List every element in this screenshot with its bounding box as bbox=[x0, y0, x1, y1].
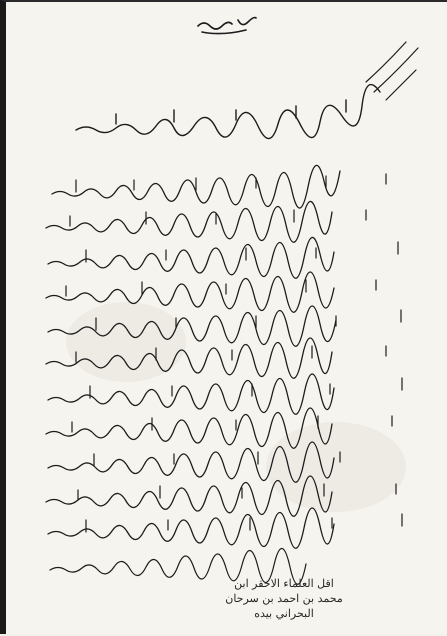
handwritten-text bbox=[6, 2, 447, 636]
signature-line-1: اقل العلماء الاحقر ابن bbox=[234, 577, 334, 590]
margin-note bbox=[366, 42, 418, 100]
signature-line-2: محمد بن احمد بن سرحان bbox=[225, 592, 343, 605]
signature-line-3: البحراني بيده bbox=[254, 607, 314, 620]
salutation-line bbox=[76, 85, 380, 139]
body-lines bbox=[46, 165, 340, 548]
basmala-script bbox=[198, 18, 256, 34]
signature-block bbox=[159, 576, 409, 621]
